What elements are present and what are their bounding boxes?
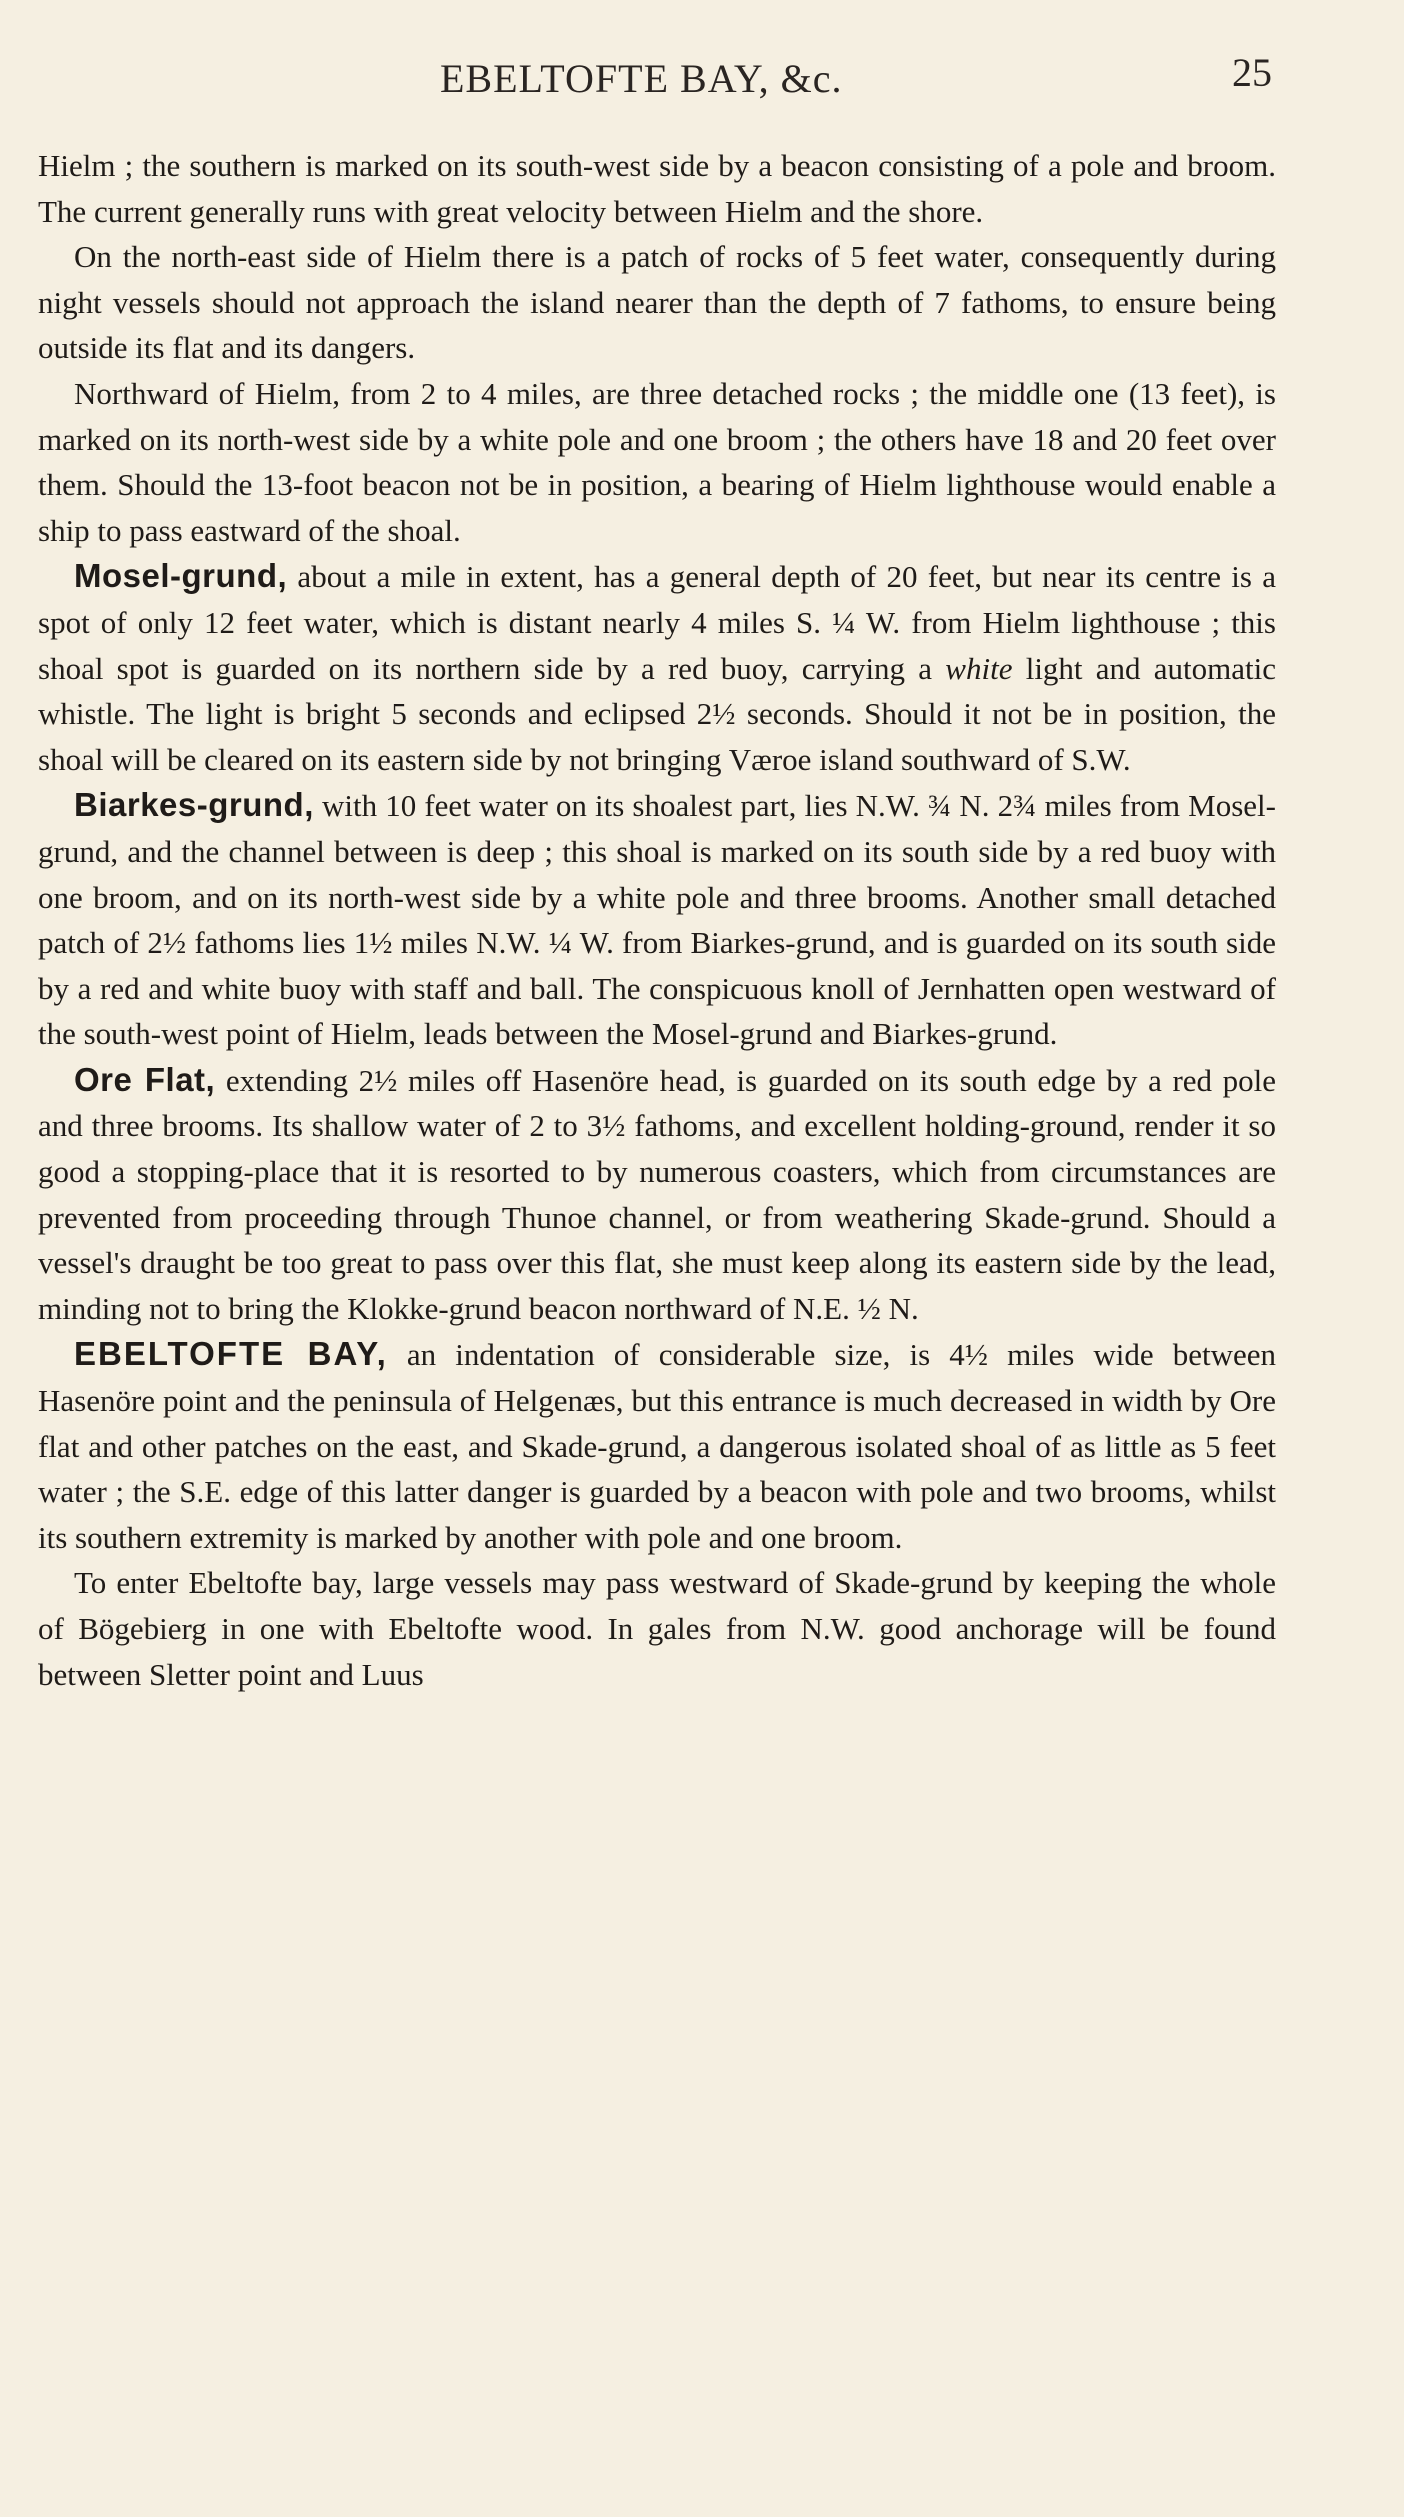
paragraph-ebeltofte-bay (38, 1331, 1276, 1560)
italic-word: white (945, 650, 1013, 686)
paragraph-enter-ebeltofte-bay (38, 1560, 1276, 1697)
paragraph-biarkes-grund (38, 782, 1276, 1057)
paragraph-hielm-beacon (38, 143, 1276, 234)
section-heading-ebeltofte-bay: EBELTOFTE BAY, (74, 1335, 388, 1373)
paragraph-mosel-grund (38, 553, 1276, 782)
paragraph-text: light and automatic whistle. The light is bright 5 seconds and eclipsed 2½ seconds. Should it not be in position, the shoal will be cleared on its eastern side by not bringing Væroe island southward of S.W. (38, 650, 1277, 777)
paragraph-text: On the north-east side of Hielm there is a patch of rocks of 5 feet water, consequently during night vessels should not approach the island nearer than the depth of 7 fathoms, to ensure being outside its flat and its dangers. (38, 239, 1276, 366)
section-heading-biarkes-grund: Biarkes-grund, (74, 786, 314, 824)
paragraph-ore-flat (38, 1057, 1276, 1332)
paragraph-text: an indentation of considerable size, is 4½ miles wide between Hasenöre point and the peninsula of Helgenæs, but this entrance is much decreased in width by Ore flat and other patches on the east, and Skade-grund, a dangerous isolated shoal of as little as 5 feet water ; the S.E. edge of this latter danger is guarded by a beacon with pole and two brooms, whilst its southern extremity is marked by another with pole and one broom. (38, 1337, 1276, 1555)
paragraph-detached-rocks (38, 371, 1276, 553)
running-title: EBELTOFTE BAY, &c. (440, 56, 843, 101)
paragraph-text: with 10 feet water on its shoalest part, lies N.W. ¾ N. 2¾ miles from Mosel-grund, and the channel between is deep ; this shoal is marked on its south side by a red buoy with one broom, and on its north-west side by a white pole and three brooms. Another small detached patch of 2½ fathoms lies 1½ miles N.W. ¼ W. from Biarkes-grund, and is guarded on its south side by a red and white buoy with staff and ball. The conspicuous knoll of Jernhatten open westward of the south-west point of Hielm, leads between the Mosel-grund and Biarkes-grund. (38, 788, 1276, 1052)
page-body (38, 143, 1276, 1697)
paragraph-text: Northward of Hielm, from 2 to 4 miles, are three detached rocks ; the middle one (13 feet), is marked on its north-west side by a white pole and one broom ; the others have 18 and 20 feet over them. Should the 13-foot beacon not be in position, a bearing of Hielm lighthouse would enable a ship to pass eastward of the shoal. (38, 375, 1276, 548)
paragraph-north-east-rocks (38, 234, 1276, 371)
page-number: 25 (1232, 50, 1272, 95)
paragraph-text: extending 2½ miles off Hasenöre head, is guarded on its south edge by a red pole and three brooms. Its shallow water of 2 to 3½ fathoms, and excellent holding-ground, render it so good a stopping-place that it is resorted to by numerous coasters, which from circumstances are prevented from proceeding through Thunoe channel, or from weathering Skade-grund. Should a vessel's draught be too great to pass over this flat, she must keep along its eastern side by the lead, minding not to bring the Klokke-grund beacon northward of N.E. ½ N. (38, 1062, 1276, 1326)
paragraph-text: To enter Ebeltofte bay, large vessels may pass westward of Skade-grund by keeping the whole of Bögebierg in one with Ebeltofte wood. In gales from N.W. good anchorage will be found between Sletter point and Luus (38, 1565, 1276, 1692)
paragraph-text: Hielm ; the southern is marked on its south-west side by a beacon consisting of a pole and broom. The current generally runs with great velocity between Hielm and the shore. (38, 148, 1276, 229)
section-heading-mosel-grund: Mosel-grund, (74, 557, 288, 595)
section-heading-ore-flat: Ore Flat, (74, 1060, 216, 1098)
page-header (0, 50, 1404, 125)
paragraph-text: about a mile in extent, has a general depth of 20 feet, but near its centre is a spot of only 12 feet water, which is distant nearly 4 miles S. ¼ W. from Hielm lighthouse ; this shoal spot is guarded on its northern side by a red buoy, carrying a (38, 559, 1276, 686)
